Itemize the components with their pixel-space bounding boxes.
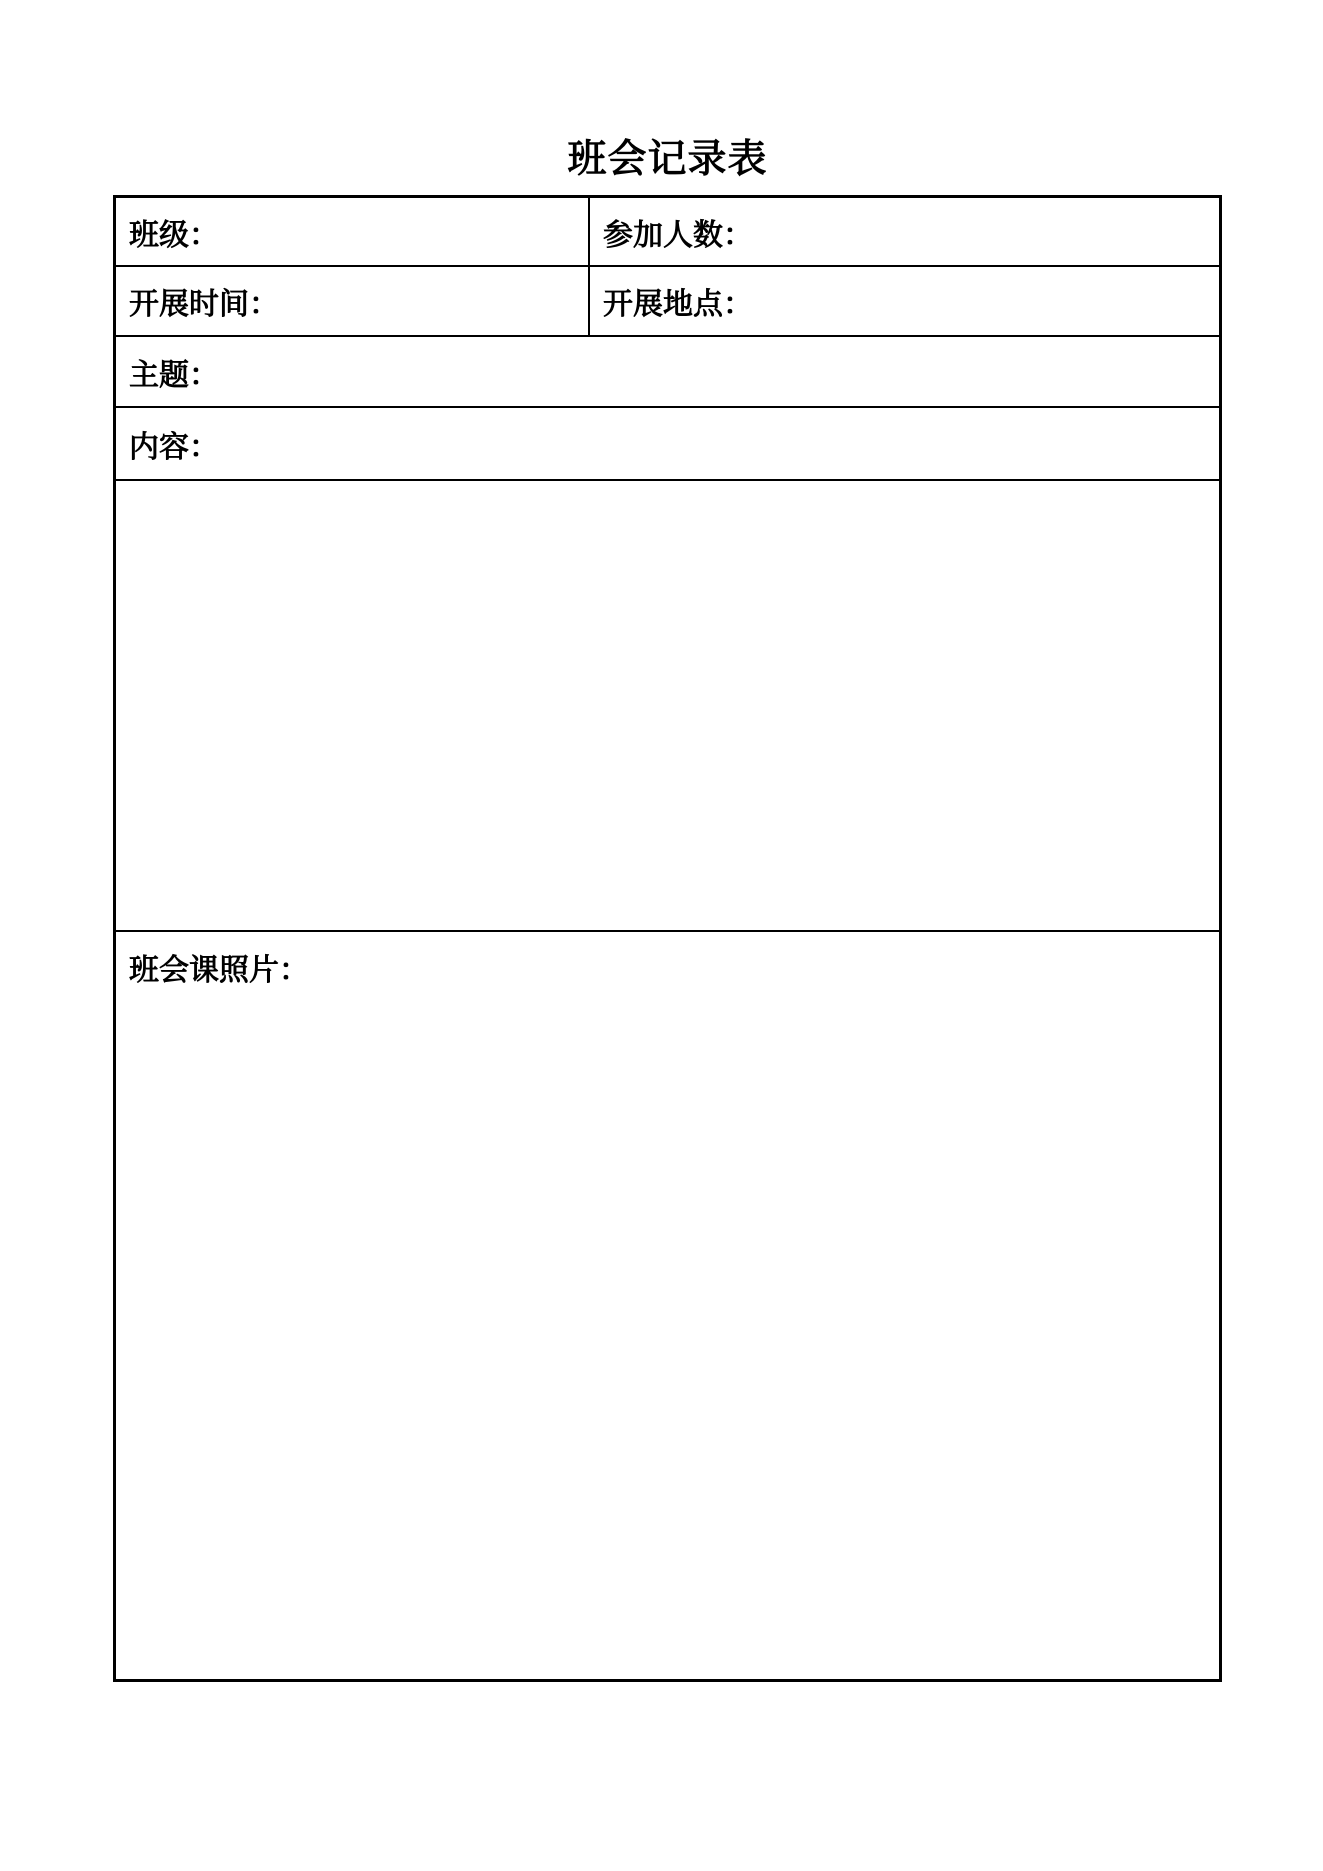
content-fill-area[interactable] xyxy=(219,408,1219,479)
row-content-body xyxy=(116,481,1219,932)
row-class-participants xyxy=(116,198,1219,267)
participants-fill-area[interactable] xyxy=(753,198,1219,265)
topic-cell xyxy=(116,337,1219,406)
form-title: 班会记录表 xyxy=(567,138,768,181)
class-cell xyxy=(116,198,590,265)
meeting-record-table xyxy=(113,195,1222,1682)
class-fill-area[interactable] xyxy=(219,198,588,265)
photos-label-line xyxy=(116,932,1219,989)
row-topic xyxy=(116,337,1219,408)
row-photos xyxy=(116,932,1219,1679)
content-body-area[interactable] xyxy=(116,481,1219,930)
participants-label: 参加人数： xyxy=(603,218,753,252)
location-label: 开展地点： xyxy=(603,288,753,321)
row-content xyxy=(116,408,1219,481)
topic-fill-area[interactable] xyxy=(219,337,1219,406)
location-fill-area[interactable] xyxy=(753,267,1219,335)
participants-cell xyxy=(590,198,1219,265)
location-cell xyxy=(590,267,1219,335)
photos-label: 班会课照片： xyxy=(129,954,309,987)
time-fill-area[interactable] xyxy=(279,267,588,335)
content-cell xyxy=(116,408,1219,479)
content-label: 内容： xyxy=(129,430,219,464)
photos-placement-area[interactable] xyxy=(116,989,1219,1679)
topic-label: 主题： xyxy=(129,358,219,392)
class-label: 班级： xyxy=(129,218,219,252)
time-label: 开展时间： xyxy=(129,288,279,321)
row-time-location xyxy=(116,267,1219,337)
time-cell xyxy=(116,267,590,335)
